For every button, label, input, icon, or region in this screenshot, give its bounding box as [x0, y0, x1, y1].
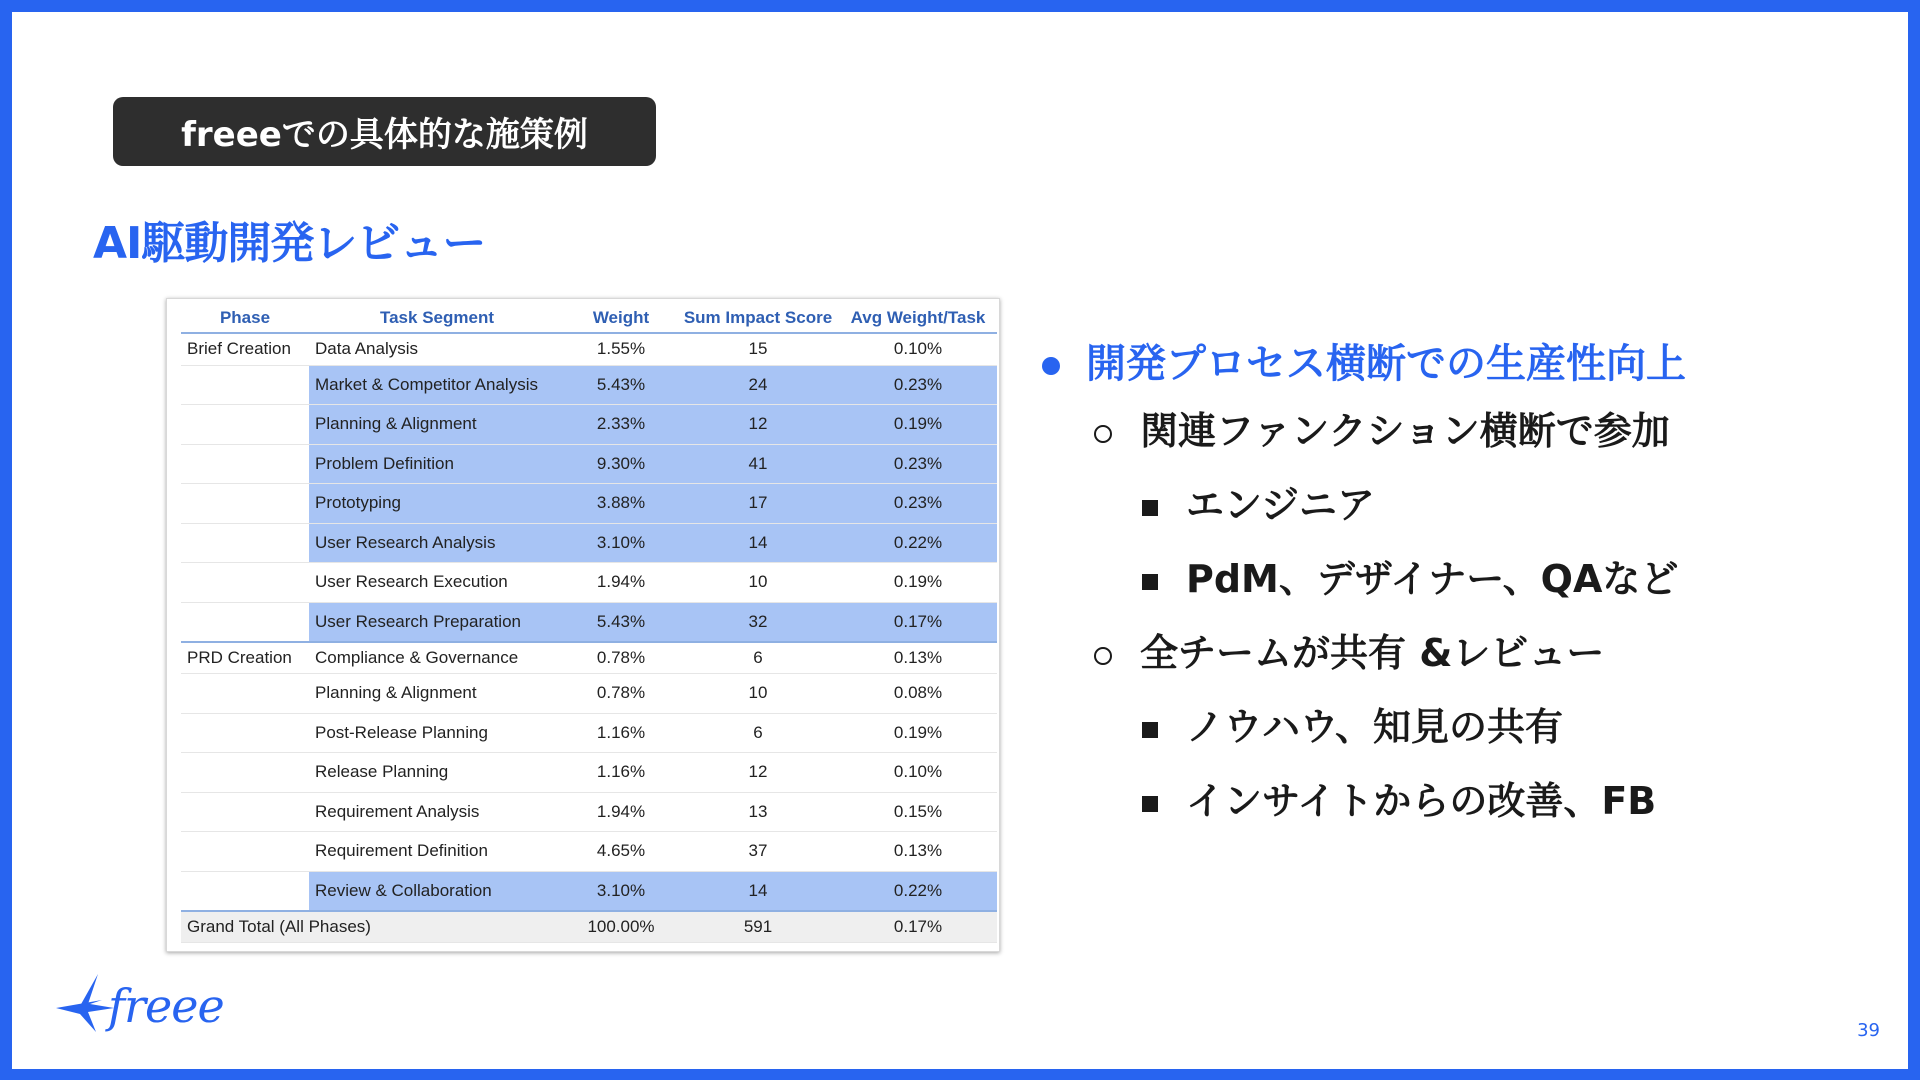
bullet-square-icon — [1142, 796, 1158, 812]
cell-phase — [181, 563, 309, 603]
bullet-text: エンジニア — [1186, 483, 1376, 527]
col-header-weight: Weight — [565, 303, 677, 333]
bullet-level2 — [1094, 622, 1604, 677]
bullet-level3 — [1142, 474, 1375, 529]
cell-phase — [181, 832, 309, 872]
cell-segment: Data Analysis — [309, 333, 565, 365]
page-number: 39 — [1857, 1020, 1880, 1041]
cell-weight: 1.94% — [565, 563, 677, 603]
table-card — [166, 298, 1000, 952]
page-title: AI駆動開発レビュー — [93, 218, 486, 269]
cell-weight: 1.94% — [565, 792, 677, 832]
cell-avg: 0.10% — [839, 753, 997, 793]
cell-weight: 3.10% — [565, 523, 677, 563]
bullet-square-icon — [1142, 574, 1158, 590]
cell-avg: 0.19% — [839, 713, 997, 753]
bullet-square-icon — [1142, 500, 1158, 516]
cell-avg: 0.23% — [839, 484, 997, 524]
table-row — [181, 753, 997, 793]
col-header-phase: Phase — [181, 303, 309, 333]
total-label: Grand Total (All Phases) — [181, 911, 565, 943]
cell-avg: 0.19% — [839, 563, 997, 603]
table-row — [181, 602, 997, 642]
table-row — [181, 832, 997, 872]
cell-segment: User Research Execution — [309, 563, 565, 603]
cell-phase: PRD Creation — [181, 642, 309, 674]
cell-phase: Brief Creation — [181, 333, 309, 365]
cell-segment: Review & Collaboration — [309, 871, 565, 911]
cell-phase — [181, 871, 309, 911]
cell-avg: 0.23% — [839, 365, 997, 405]
cell-segment: Prototyping — [309, 484, 565, 524]
cell-phase — [181, 484, 309, 524]
cell-phase — [181, 444, 309, 484]
cell-segment: Requirement Definition — [309, 832, 565, 872]
cell-weight: 9.30% — [565, 444, 677, 484]
bullet-square-icon — [1142, 722, 1158, 738]
cell-segment: User Research Analysis — [309, 523, 565, 563]
bullet-text: PdM、デザイナー、QAなど — [1186, 557, 1679, 601]
cell-weight: 5.43% — [565, 602, 677, 642]
bullet-dot-icon — [1042, 357, 1060, 375]
cell-weight: 0.78% — [565, 642, 677, 674]
table-row — [181, 642, 997, 674]
swallow-icon — [54, 970, 116, 1042]
col-header-segment: Task Segment — [309, 303, 565, 333]
total-sum: 591 — [677, 911, 839, 943]
cell-sum: 37 — [677, 832, 839, 872]
cell-sum: 10 — [677, 674, 839, 714]
cell-segment: Market & Competitor Analysis — [309, 365, 565, 405]
cell-sum: 13 — [677, 792, 839, 832]
cell-phase — [181, 674, 309, 714]
cell-weight: 3.10% — [565, 871, 677, 911]
cell-sum: 12 — [677, 405, 839, 445]
col-header-avg: Avg Weight/Task — [839, 303, 997, 333]
bullet-level3 — [1142, 770, 1656, 825]
bullet-text: 関連ファンクション横断で参加 — [1140, 409, 1670, 453]
cell-phase — [181, 602, 309, 642]
cell-avg: 0.13% — [839, 642, 997, 674]
cell-sum: 6 — [677, 642, 839, 674]
cell-sum: 41 — [677, 444, 839, 484]
cell-segment: Post-Release Planning — [309, 713, 565, 753]
col-header-sum: Sum Impact Score — [677, 303, 839, 333]
cell-sum: 24 — [677, 365, 839, 405]
table-total-row — [181, 911, 997, 943]
bullet-circle-icon — [1094, 647, 1112, 665]
cell-phase — [181, 523, 309, 563]
cell-avg: 0.08% — [839, 674, 997, 714]
table-row — [181, 871, 997, 911]
table-row — [181, 563, 997, 603]
cell-weight: 1.55% — [565, 333, 677, 365]
cell-sum: 12 — [677, 753, 839, 793]
bullet-level1 — [1042, 332, 1686, 389]
cell-sum: 15 — [677, 333, 839, 365]
cell-avg: 0.22% — [839, 523, 997, 563]
bullet-level3 — [1142, 548, 1678, 603]
table-row — [181, 444, 997, 484]
bullet-text: 全チームが共有 &レビュー — [1140, 631, 1605, 675]
freee-logo — [54, 970, 224, 1042]
weight-table — [181, 303, 997, 943]
cell-segment: Requirement Analysis — [309, 792, 565, 832]
cell-weight: 3.88% — [565, 484, 677, 524]
cell-avg: 0.22% — [839, 871, 997, 911]
cell-weight: 2.33% — [565, 405, 677, 445]
logo-wordmark: freee — [108, 979, 224, 1033]
table-row — [181, 333, 997, 365]
bullet-text: インサイトからの改善、FB — [1186, 779, 1657, 823]
table-row — [181, 792, 997, 832]
cell-segment: Problem Definition — [309, 444, 565, 484]
table-row — [181, 674, 997, 714]
cell-weight: 5.43% — [565, 365, 677, 405]
cell-sum: 14 — [677, 523, 839, 563]
table-row — [181, 405, 997, 445]
cell-sum: 14 — [677, 871, 839, 911]
cell-sum: 17 — [677, 484, 839, 524]
section-tag: freeeでの具体的な施策例 — [113, 97, 656, 166]
cell-weight: 1.16% — [565, 713, 677, 753]
cell-sum: 10 — [677, 563, 839, 603]
table-row — [181, 713, 997, 753]
table-row — [181, 484, 997, 524]
total-weight: 100.00% — [565, 911, 677, 943]
cell-sum: 32 — [677, 602, 839, 642]
cell-weight: 4.65% — [565, 832, 677, 872]
cell-avg: 0.13% — [839, 832, 997, 872]
table-header-row — [181, 303, 997, 333]
bullet-circle-icon — [1094, 425, 1112, 443]
cell-phase — [181, 405, 309, 445]
table-row — [181, 365, 997, 405]
bullet-text: 開発プロセス横断での生産性向上 — [1086, 341, 1686, 387]
cell-segment: Release Planning — [309, 753, 565, 793]
bullet-level2 — [1094, 400, 1670, 455]
cell-avg: 0.23% — [839, 444, 997, 484]
bullet-text: ノウハウ、知見の共有 — [1186, 705, 1563, 749]
cell-segment: Planning & Alignment — [309, 674, 565, 714]
slide — [12, 12, 1908, 1069]
cell-weight: 1.16% — [565, 753, 677, 793]
cell-avg: 0.15% — [839, 792, 997, 832]
cell-weight: 0.78% — [565, 674, 677, 714]
cell-avg: 0.10% — [839, 333, 997, 365]
bullet-level3 — [1142, 696, 1563, 751]
cell-phase — [181, 365, 309, 405]
cell-phase — [181, 713, 309, 753]
cell-segment: Planning & Alignment — [309, 405, 565, 445]
cell-avg: 0.19% — [839, 405, 997, 445]
total-avg: 0.17% — [839, 911, 997, 943]
cell-segment: Compliance & Governance — [309, 642, 565, 674]
cell-sum: 6 — [677, 713, 839, 753]
cell-phase — [181, 792, 309, 832]
cell-segment: User Research Preparation — [309, 602, 565, 642]
cell-phase — [181, 753, 309, 793]
cell-avg: 0.17% — [839, 602, 997, 642]
table-row — [181, 523, 997, 563]
